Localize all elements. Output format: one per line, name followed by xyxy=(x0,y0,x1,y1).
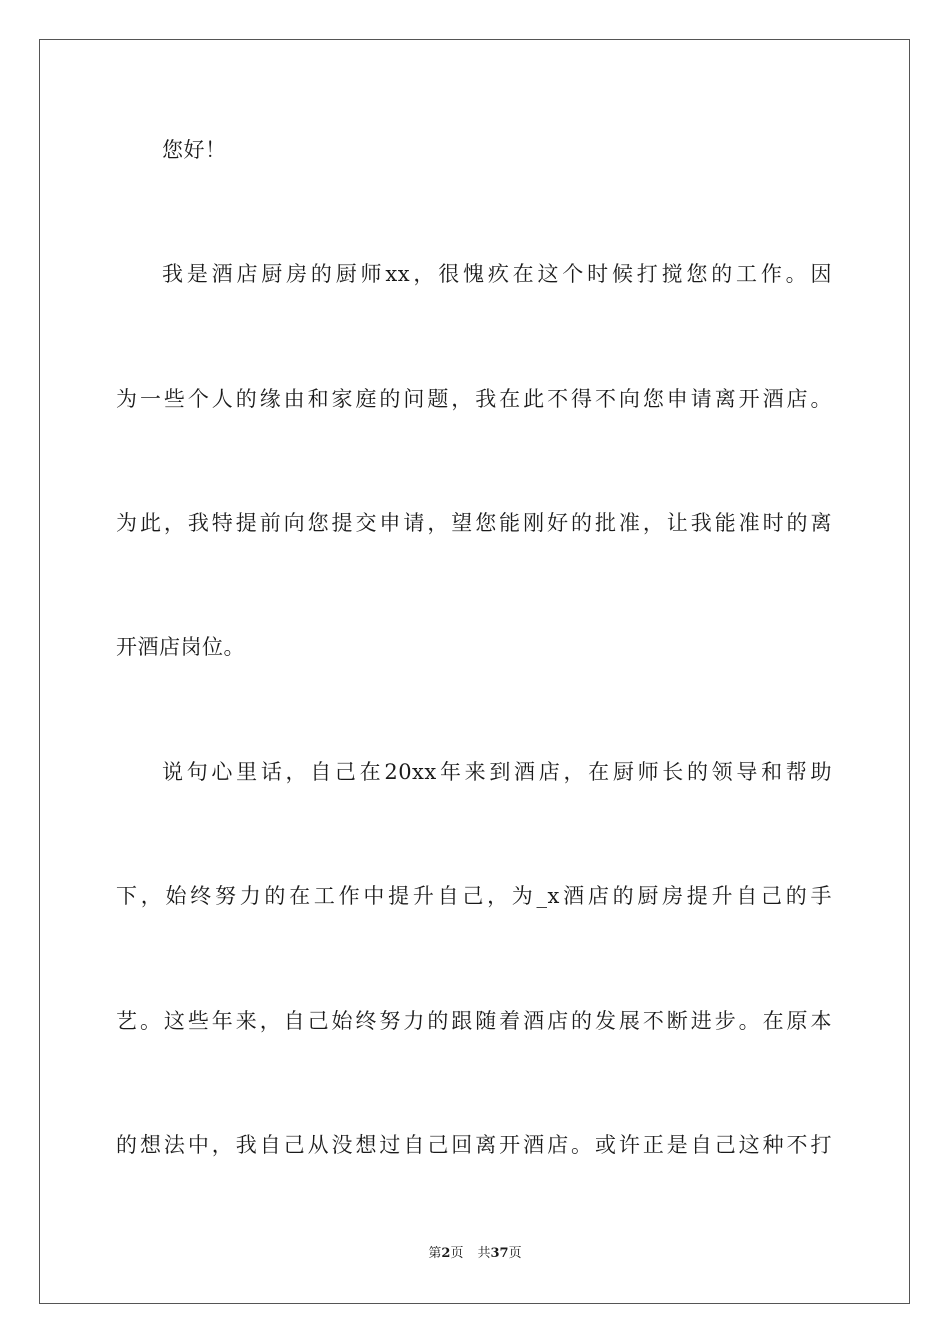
footer-page-prefix: 第 xyxy=(428,1246,442,1261)
body-line-7: 艺。这些年来，自己始终努力的跟随着酒店的发展不断进步。在原本 xyxy=(116,1009,832,1033)
footer-page-number: 2 xyxy=(441,1246,451,1261)
body-line-5: 说句心里话，自己在20xx年来到酒店，在厨师长的领导和帮助 xyxy=(162,760,832,784)
body-line-3: 为此，我特提前向您提交申请，望您能刚好的批准，让我能准时的离 xyxy=(116,511,832,535)
footer-total-pages: 37 xyxy=(490,1246,509,1261)
body-line-2: 为一些个人的缘由和家庭的问题，我在此不得不向您申请离开酒店。 xyxy=(116,387,832,411)
body-line-1: 我是酒店厨房的厨师xx，很愧疚在这个时候打搅您的工作。因 xyxy=(162,262,832,286)
page-footer xyxy=(0,1245,950,1263)
body-line-8: 的想法中，我自己从没想过自己回离开酒店。或许正是自己这种不打 xyxy=(116,1133,832,1157)
footer-page-suffix: 页 xyxy=(450,1246,464,1261)
salutation: 您好！ xyxy=(162,138,227,162)
body-line-6: 下，始终努力的在工作中提升自己，为_x酒店的厨房提升自己的手 xyxy=(116,884,832,908)
footer-total-prefix: 共 xyxy=(477,1246,491,1261)
page-border xyxy=(39,39,910,1304)
body-line-4: 开酒店岗位。 xyxy=(116,635,245,659)
footer-total-suffix: 页 xyxy=(508,1246,522,1261)
